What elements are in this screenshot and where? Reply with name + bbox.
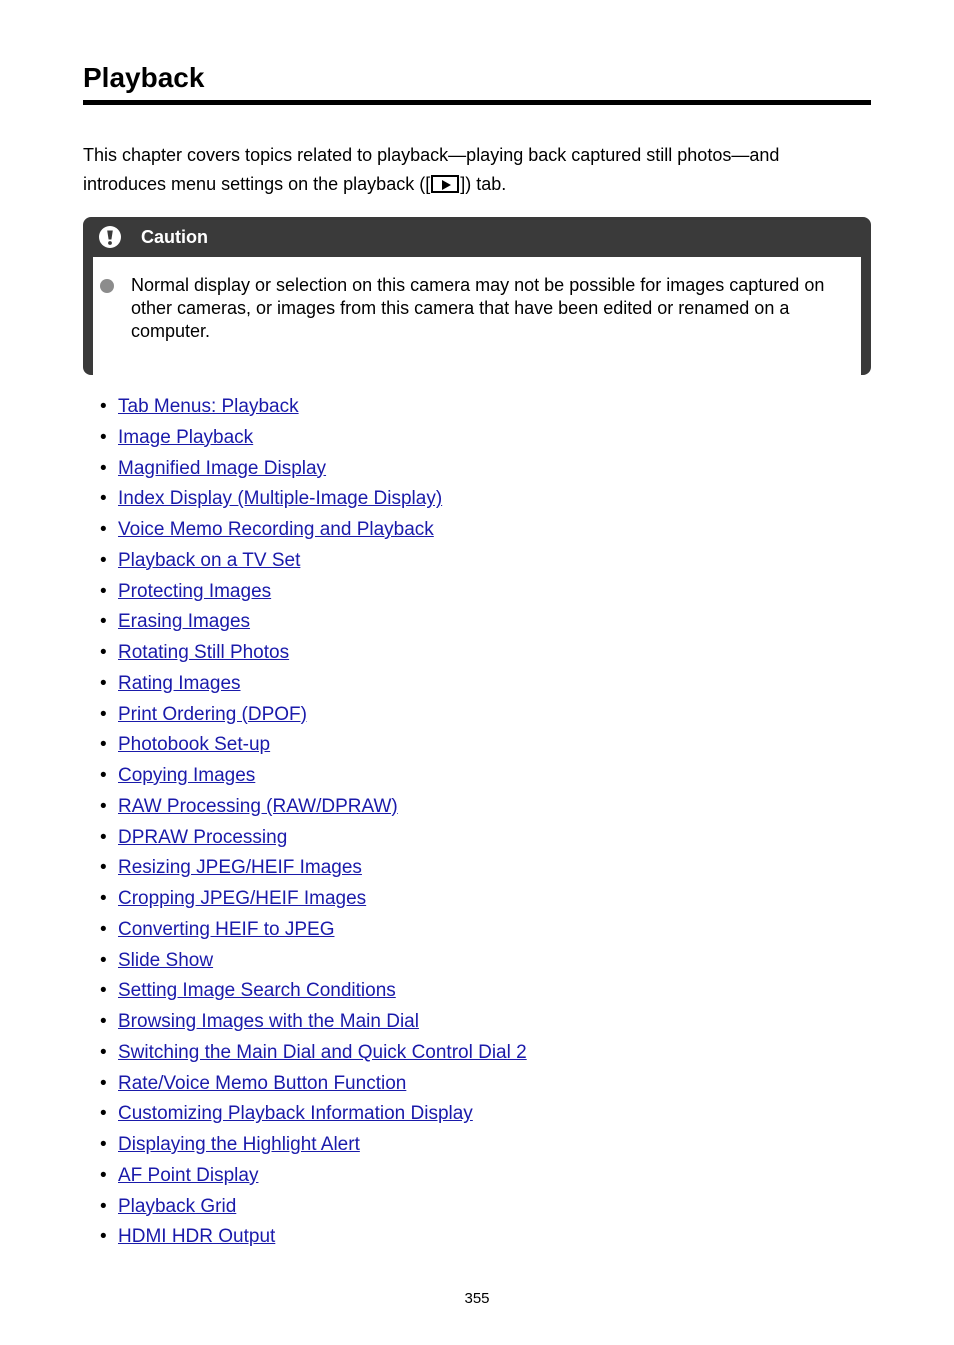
intro-paragraph [83,141,863,199]
topic-link[interactable]: Index Display (Multiple-Image Display) [118,488,443,510]
bullet: • [100,488,107,510]
intro-text-start: This chapter covers topics related to playback—playing back captured still photos—and introduces menu settings on the playback ([ [83,145,780,194]
list-item [100,1222,527,1253]
list-item [100,1007,527,1038]
bullet: • [100,734,107,756]
topic-link[interactable]: RAW Processing (RAW/DPRAW) [118,795,398,817]
bullet: • [100,826,107,848]
caution-box [83,217,871,375]
page-title: Playback [83,58,871,105]
topic-link[interactable]: HDMI HDR Output [118,1226,276,1248]
list-item [100,1192,527,1223]
bullet: • [100,1164,107,1186]
topic-link[interactable]: Playback Grid [118,1195,237,1217]
topic-link[interactable]: Rate/Voice Memo Button Function [118,1072,407,1094]
caution-icon [99,226,121,248]
topic-link[interactable]: Resizing JPEG/HEIF Images [118,857,362,879]
list-item [100,915,527,946]
bullet: • [100,1041,107,1063]
list-item [100,1130,527,1161]
topic-link[interactable]: Rotating Still Photos [118,642,290,663]
list-item [100,638,527,669]
list-item [100,546,527,577]
list-item [100,1069,527,1100]
topic-link[interactable]: Protecting Images [118,580,272,602]
topic-link[interactable]: Converting HEIF to JPEG [118,918,335,940]
caution-text: Normal display or selection on this camera may not be possible for images captured on other cameras, or images from this camera that have been edited or renamed on a computer. [131,275,825,341]
caution-bullet [100,279,114,293]
bullet: • [100,980,107,1002]
topic-link[interactable]: Print Ordering (DPOF) [118,703,307,725]
list-item [100,454,527,485]
list-item [100,946,527,977]
topic-link[interactable]: DPRAW Processing [118,826,288,848]
bullet: • [100,672,107,694]
topic-link[interactable]: Displaying the Highlight Alert [118,1134,360,1155]
list-item [100,607,527,638]
list-item [100,884,527,915]
topic-link[interactable]: Voice Memo Recording and Playback [118,519,434,540]
playback-tab-icon [431,175,459,193]
bullet: • [100,795,107,817]
topic-link[interactable]: Cropping JPEG/HEIF Images [118,888,367,909]
bullet: • [100,1011,107,1032]
topic-link[interactable]: Setting Image Search Conditions [118,980,396,1002]
bullet: • [100,888,107,909]
bullet: • [100,611,107,633]
bullet: • [100,1072,107,1094]
bullet: • [100,857,107,879]
bullet: • [100,396,107,417]
bullet: • [100,426,107,448]
bullet: • [100,1226,107,1248]
topic-link[interactable]: Slide Show [118,949,214,971]
intro-text-end: ]) tab. [460,174,507,194]
topic-link[interactable]: Magnified Image Display [118,457,327,479]
page-number: 355 [464,1290,490,1307]
topic-link[interactable]: Copying Images [118,765,256,786]
list-item [100,700,527,731]
topic-link[interactable]: Tab Menus: Playback [118,396,299,417]
bullet: • [100,519,107,540]
topic-link-list [100,392,527,1253]
list-item [100,577,527,608]
list-item [100,423,527,454]
bullet: • [100,1103,107,1125]
list-item [100,515,527,546]
topic-link[interactable]: AF Point Display [118,1164,259,1186]
bullet: • [100,1195,107,1217]
topic-link[interactable]: Customizing Playback Information Display [118,1103,473,1125]
caution-body [93,257,861,381]
bullet: • [100,765,107,786]
bullet: • [100,549,107,571]
topic-link[interactable]: Switching the Main Dial and Quick Control Dial 2 [118,1041,527,1063]
list-item [100,823,527,854]
list-item [100,1161,527,1192]
list-item [100,484,527,515]
bullet: • [100,642,107,663]
topic-link[interactable]: Playback on a TV Set [118,549,301,571]
list-item [100,392,527,423]
topic-link[interactable]: Rating Images [118,672,241,694]
bullet: • [100,457,107,479]
caution-label: Caution [141,227,208,247]
list-item [100,976,527,1007]
caution-header [83,217,871,257]
list-item [100,669,527,700]
bullet: • [100,918,107,940]
bullet: • [100,949,107,971]
topic-link[interactable]: Photobook Set-up [118,734,271,756]
list-item [100,792,527,823]
list-item [100,853,527,884]
topic-link[interactable]: Browsing Images with the Main Dial [118,1011,419,1032]
topic-link[interactable]: Image Playback [118,426,254,448]
topic-link[interactable]: Erasing Images [118,611,251,633]
list-item [100,1038,527,1069]
bullet: • [100,1134,107,1155]
list-item [100,761,527,792]
bullet: • [100,703,107,725]
list-item [100,1099,527,1130]
list-item [100,730,527,761]
bullet: • [100,580,107,602]
